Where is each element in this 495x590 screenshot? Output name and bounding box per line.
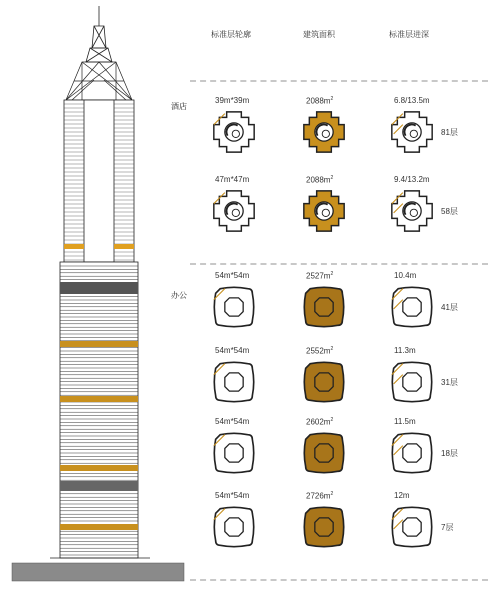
- divider-middle: [190, 263, 488, 265]
- area-number: 2552m: [306, 346, 331, 356]
- area-plan-icon: [302, 110, 346, 154]
- floor-label: 31层: [441, 378, 458, 387]
- depth-plan-icon: [390, 110, 434, 154]
- depth-value: 10.4m: [394, 271, 417, 280]
- area-unit-superscript: 2: [330, 96, 334, 102]
- area-unit-superscript: 2: [330, 491, 334, 497]
- area-plan-icon: [302, 431, 346, 475]
- floor-label: 7层: [441, 523, 454, 532]
- outline-dimension: 54m*54m: [215, 346, 250, 355]
- header-depth: 标准层进深: [389, 30, 429, 39]
- tower-hotel-portion: [64, 100, 134, 262]
- tower-elevation: [10, 0, 190, 590]
- area-unit-superscript: 2: [330, 417, 334, 423]
- area-number: 2726m: [306, 491, 331, 501]
- outline-dimension: 47m*47m: [215, 175, 250, 184]
- divider-bottom: [190, 579, 488, 581]
- header-outline: 标准层轮廓: [211, 30, 251, 39]
- tower-office-portion: [60, 262, 138, 558]
- area-value: [306, 417, 333, 427]
- area-value: [306, 271, 333, 281]
- floor-label: 18层: [441, 449, 458, 458]
- tower-crown: [66, 62, 132, 100]
- outline-dimension: 54m*54m: [215, 417, 250, 426]
- section-label-office: 办公: [171, 291, 187, 300]
- outline-plan-icon: [212, 110, 256, 154]
- tower-spire: [86, 6, 112, 62]
- depth-plan-icon: [390, 360, 434, 404]
- depth-value: 11.5m: [394, 417, 416, 426]
- depth-value: 12m: [394, 491, 410, 500]
- outline-dimension: 39m*39m: [215, 96, 250, 105]
- depth-plan-icon: [390, 505, 434, 549]
- outline-dimension: 54m*54m: [215, 491, 250, 500]
- outline-plan-icon: [212, 285, 256, 329]
- depth-value: 9.4/13.2m: [394, 175, 430, 184]
- floor-label: 41层: [441, 303, 458, 312]
- area-plan-icon: [302, 189, 346, 233]
- outline-plan-icon: [212, 189, 256, 233]
- area-unit-superscript: 2: [330, 175, 334, 181]
- section-label-hotel: 酒店: [171, 102, 187, 111]
- tower-base: [12, 563, 184, 581]
- area-number: 2088m: [306, 96, 331, 106]
- area-value: [306, 175, 333, 185]
- area-plan-icon: [302, 505, 346, 549]
- outline-plan-icon: [212, 360, 256, 404]
- depth-plan-icon: [390, 189, 434, 233]
- area-value: [306, 96, 333, 106]
- area-number: 2527m: [306, 271, 331, 281]
- outline-plan-icon: [212, 431, 256, 475]
- area-unit-superscript: 2: [330, 346, 334, 352]
- outline-plan-icon: [212, 505, 256, 549]
- outline-dimension: 54m*54m: [215, 271, 250, 280]
- depth-plan-icon: [390, 285, 434, 329]
- depth-value: 6.8/13.5m: [394, 96, 430, 105]
- area-unit-superscript: 2: [330, 271, 334, 277]
- divider-top: [190, 80, 488, 82]
- area-number: 2088m: [306, 175, 331, 185]
- area-number: 2602m: [306, 417, 331, 427]
- area-plan-icon: [302, 360, 346, 404]
- depth-plan-icon: [390, 431, 434, 475]
- area-value: [306, 491, 333, 501]
- floor-label: 81层: [441, 128, 458, 137]
- floor-label: 58层: [441, 207, 458, 216]
- area-value: [306, 346, 333, 356]
- depth-value: 11.3m: [394, 346, 416, 355]
- header-area: 建筑面积: [303, 30, 335, 39]
- area-plan-icon: [302, 285, 346, 329]
